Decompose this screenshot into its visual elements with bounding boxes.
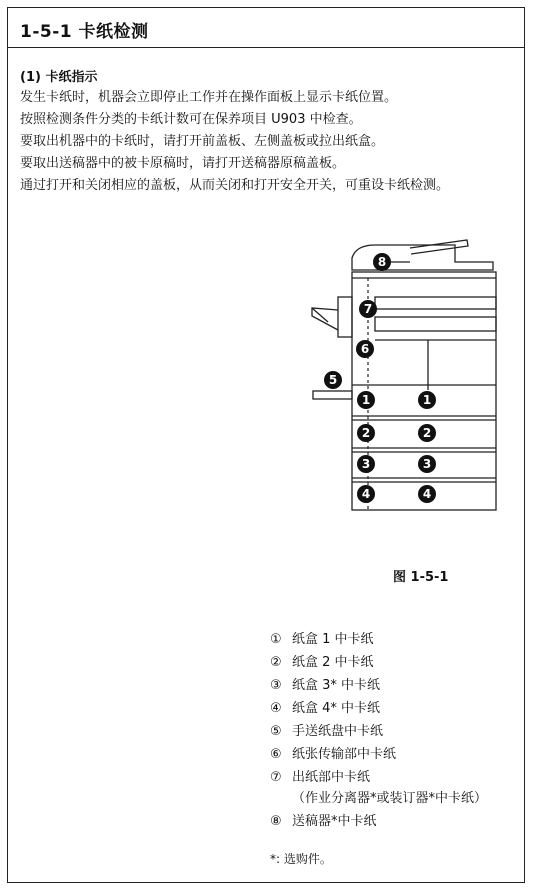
marker-3-right <box>418 455 436 473</box>
paragraph-5: 通过打开和关闭相应的盖板，从而关闭和打开安全开关，可重设卡纸检测。 <box>20 178 450 193</box>
paragraph-2: 按照检测条件分类的卡纸计数可在保养项目 U903 中检查。 <box>20 112 362 127</box>
svg-text:1: 1 <box>422 393 432 407</box>
svg-text:6: 6 <box>360 342 370 356</box>
marker-2-left <box>357 424 375 442</box>
legend-item: ④ 纸盒 4* 中卡纸 <box>270 701 381 716</box>
marker-4-right <box>418 485 436 503</box>
svg-text:4: 4 <box>361 487 371 501</box>
legend-item: ③ 纸盒 3* 中卡纸 <box>270 678 381 693</box>
marker-4-left <box>357 485 375 503</box>
marker-3-left <box>357 455 375 473</box>
legend-item: ① 纸盒 1 中卡纸 <box>270 632 374 647</box>
legend-item: ⑤ 手送纸盘中卡纸 <box>270 724 384 739</box>
svg-text:3: 3 <box>361 457 371 471</box>
marker-2-right <box>418 424 436 442</box>
svg-text:5: 5 <box>328 373 338 387</box>
svg-text:2: 2 <box>422 426 432 440</box>
subsection-heading: (1) 卡纸指示 <box>20 70 98 85</box>
svg-text:3: 3 <box>422 457 432 471</box>
paragraph-4: 要取出送稿器中的被卡原稿时，请打开送稿器原稿盖板。 <box>20 156 346 171</box>
svg-text:2: 2 <box>361 426 371 440</box>
legend-item-note: （作业分离器*或装订器*中卡纸） <box>292 791 488 806</box>
marker-5 <box>324 371 342 389</box>
paragraph-1: 发生卡纸时，机器会立即停止工作并在操作面板上显示卡纸位置。 <box>20 90 398 105</box>
paragraph-3: 要取出机器中的卡纸时，请打开前盖板、左侧盖板或拉出纸盒。 <box>20 134 385 149</box>
marker-1-left <box>357 391 375 409</box>
marker-8 <box>373 253 391 271</box>
footnote: *: 选购件。 <box>270 852 332 866</box>
marker-6 <box>356 340 374 358</box>
svg-text:7: 7 <box>363 302 373 316</box>
legend-item: ② 纸盒 2 中卡纸 <box>270 655 374 670</box>
legend-item: ⑧ 送稿器*中卡纸 <box>270 814 377 829</box>
figure-caption: 图 1-5-1 <box>393 570 449 585</box>
svg-text:1: 1 <box>361 393 371 407</box>
legend-item: ⑦ 出纸部中卡纸 <box>270 770 371 785</box>
svg-text:4: 4 <box>422 487 432 501</box>
legend-item: ⑥ 纸张传输部中卡纸 <box>270 747 397 762</box>
section-title: 1-5-1 卡纸检测 <box>20 22 149 42</box>
svg-text:8: 8 <box>377 255 387 269</box>
marker-1-right <box>418 391 436 409</box>
marker-7 <box>359 300 377 318</box>
